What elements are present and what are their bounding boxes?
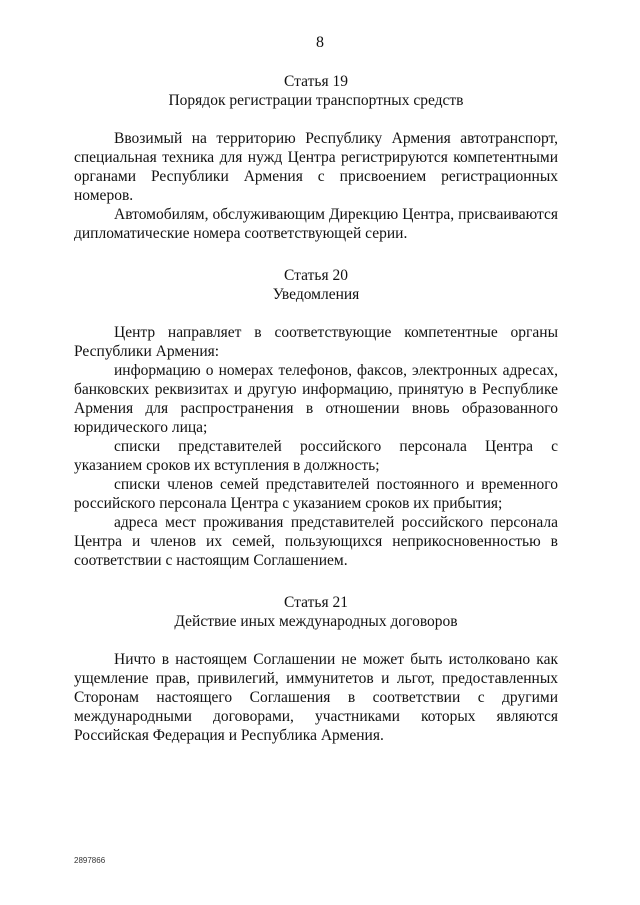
article-title: Действие иных международных договоров: [174, 613, 458, 630]
article-heading: [74, 266, 558, 304]
paragraph: Автомобилям, обслуживающим Дирекцию Центра, присваиваются дипломатические номера соответствующей серии.: [74, 206, 558, 242]
article-title: Порядок регистрации транспортных средств: [168, 92, 464, 109]
paragraph: Центр направляет в соответствующие компетентные органы Республики Армения:: [74, 324, 558, 360]
paragraph: информацию о номерах телефонов, факсов, электронных адресах, банковских реквизитах и другую информацию, принятую в Республике Армения для распространения в отношении вновь образованного юридического лица;: [74, 362, 558, 436]
article-21: [74, 593, 558, 745]
document-code: 2897866: [74, 856, 106, 865]
article-number: Статья 20: [284, 267, 348, 284]
article-title: Уведомления: [272, 286, 360, 303]
article-heading: [74, 593, 558, 631]
article-number: Статья 19: [284, 73, 348, 90]
paragraph: Ничто в настоящем Соглашении не может быть истолковано как ущемление прав, привилегий, иммунитетов и льгот, предоставленных Сторонам настоящего Соглашения в соответствии с другими международными договорами, участниками которых являются Российская Федерация и Республика Армения.: [74, 651, 558, 744]
paragraph: адреса мест проживания представителей российского персонала Центра и членов их семей, пользующихся неприкосновенностью в соответствии с настоящим Соглашением.: [74, 514, 558, 569]
paragraph: списки членов семей представителей постоянного и временного российского персонала Центра с указанием сроков их прибытия;: [74, 476, 558, 512]
article-19: [74, 72, 558, 243]
article-number: Статья 21: [284, 594, 348, 611]
article-heading: [74, 72, 558, 110]
paragraph: Ввозимый на территорию Республику Армения автотранспорт, специальная техника для нужд Центра регистрируются компетентными органами Республики Армения с присвоением регистрационных номеров.: [74, 130, 558, 204]
document-body: [74, 72, 558, 768]
page-number: 8: [316, 34, 324, 51]
paragraph: списки представителей российского персонала Центра с указанием сроков их вступления в должность;: [74, 438, 558, 474]
article-20: [74, 266, 558, 570]
